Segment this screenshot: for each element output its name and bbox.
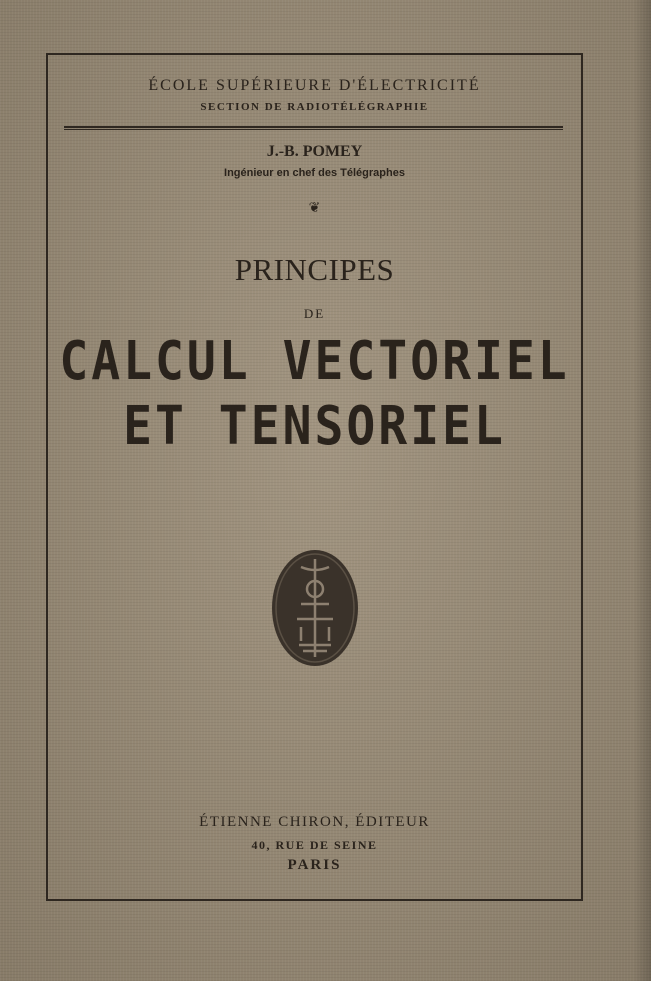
title-principes: PRINCIPES (234, 252, 395, 287)
author-title: Ingénieur en chef des Télégraphes (224, 167, 405, 179)
header-rule (64, 126, 563, 130)
title-line-1: CALCUL VECTORIEL (59, 329, 570, 393)
publisher-address: 40, RUE DE SEINE (251, 838, 378, 852)
publisher-seal-icon (271, 549, 359, 667)
author-name: J.-B. POMEY (266, 143, 363, 160)
school-name: ÉCOLE SUPÉRIEURE D'ÉLECTRICITÉ (148, 77, 481, 94)
title-line-2: ET TENSORIEL (123, 394, 506, 458)
cover-frame (46, 53, 583, 901)
publisher-name: ÉTIENNE CHIRON, ÉDITEUR (199, 814, 430, 830)
cover-edge-shadow (633, 0, 651, 981)
title-de: DE (303, 306, 326, 321)
section-name: SECTION DE RADIOTÉLÉGRAPHIE (200, 101, 429, 113)
ornament-icon: ❦ (308, 200, 321, 216)
publisher-city: PARIS (287, 857, 342, 873)
